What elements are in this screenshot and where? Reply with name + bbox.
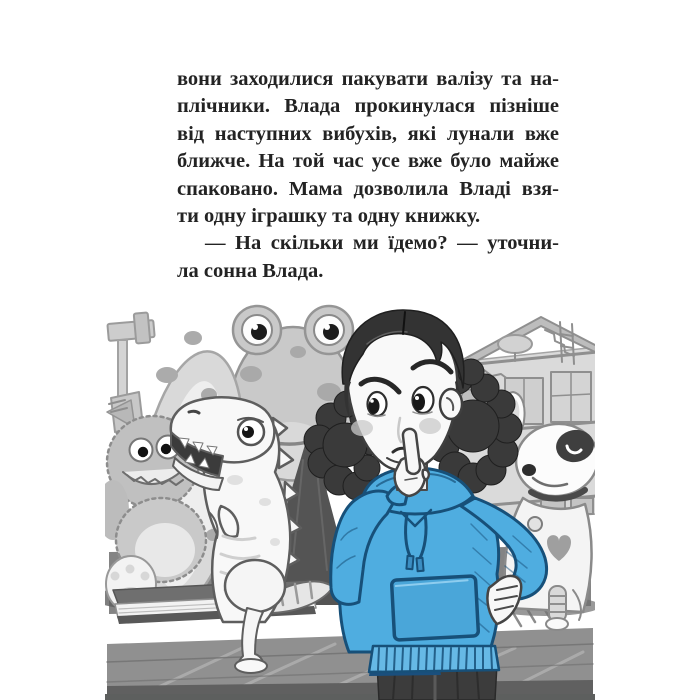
story-line: плічники. Влада прокинулася пізніше (177, 95, 559, 118)
girl-ear (440, 389, 462, 419)
toy-crane (107, 312, 155, 432)
story-line: ла сонна Влада. (177, 259, 324, 282)
story-line: — На скільки ми їдемо? — уточни- (205, 232, 559, 255)
story-line: вони заходилися пакувати валізу та на- (177, 68, 559, 90)
story-text (177, 66, 559, 285)
story-line: ближче. На той час усе вже було майже (177, 150, 559, 173)
story-line: спаковано. Мама дозволила Владі взя- (177, 177, 559, 200)
hoodie-hem (369, 646, 499, 676)
illustration (105, 300, 595, 700)
story-line: від наступних вибухів, які лунали вже (177, 122, 559, 145)
girl-blush-left (351, 420, 373, 436)
story-line: ти одну іграшку та одну книжку. (177, 205, 481, 228)
hoodie-pocket (391, 576, 478, 640)
girl-blush-right (419, 418, 441, 434)
